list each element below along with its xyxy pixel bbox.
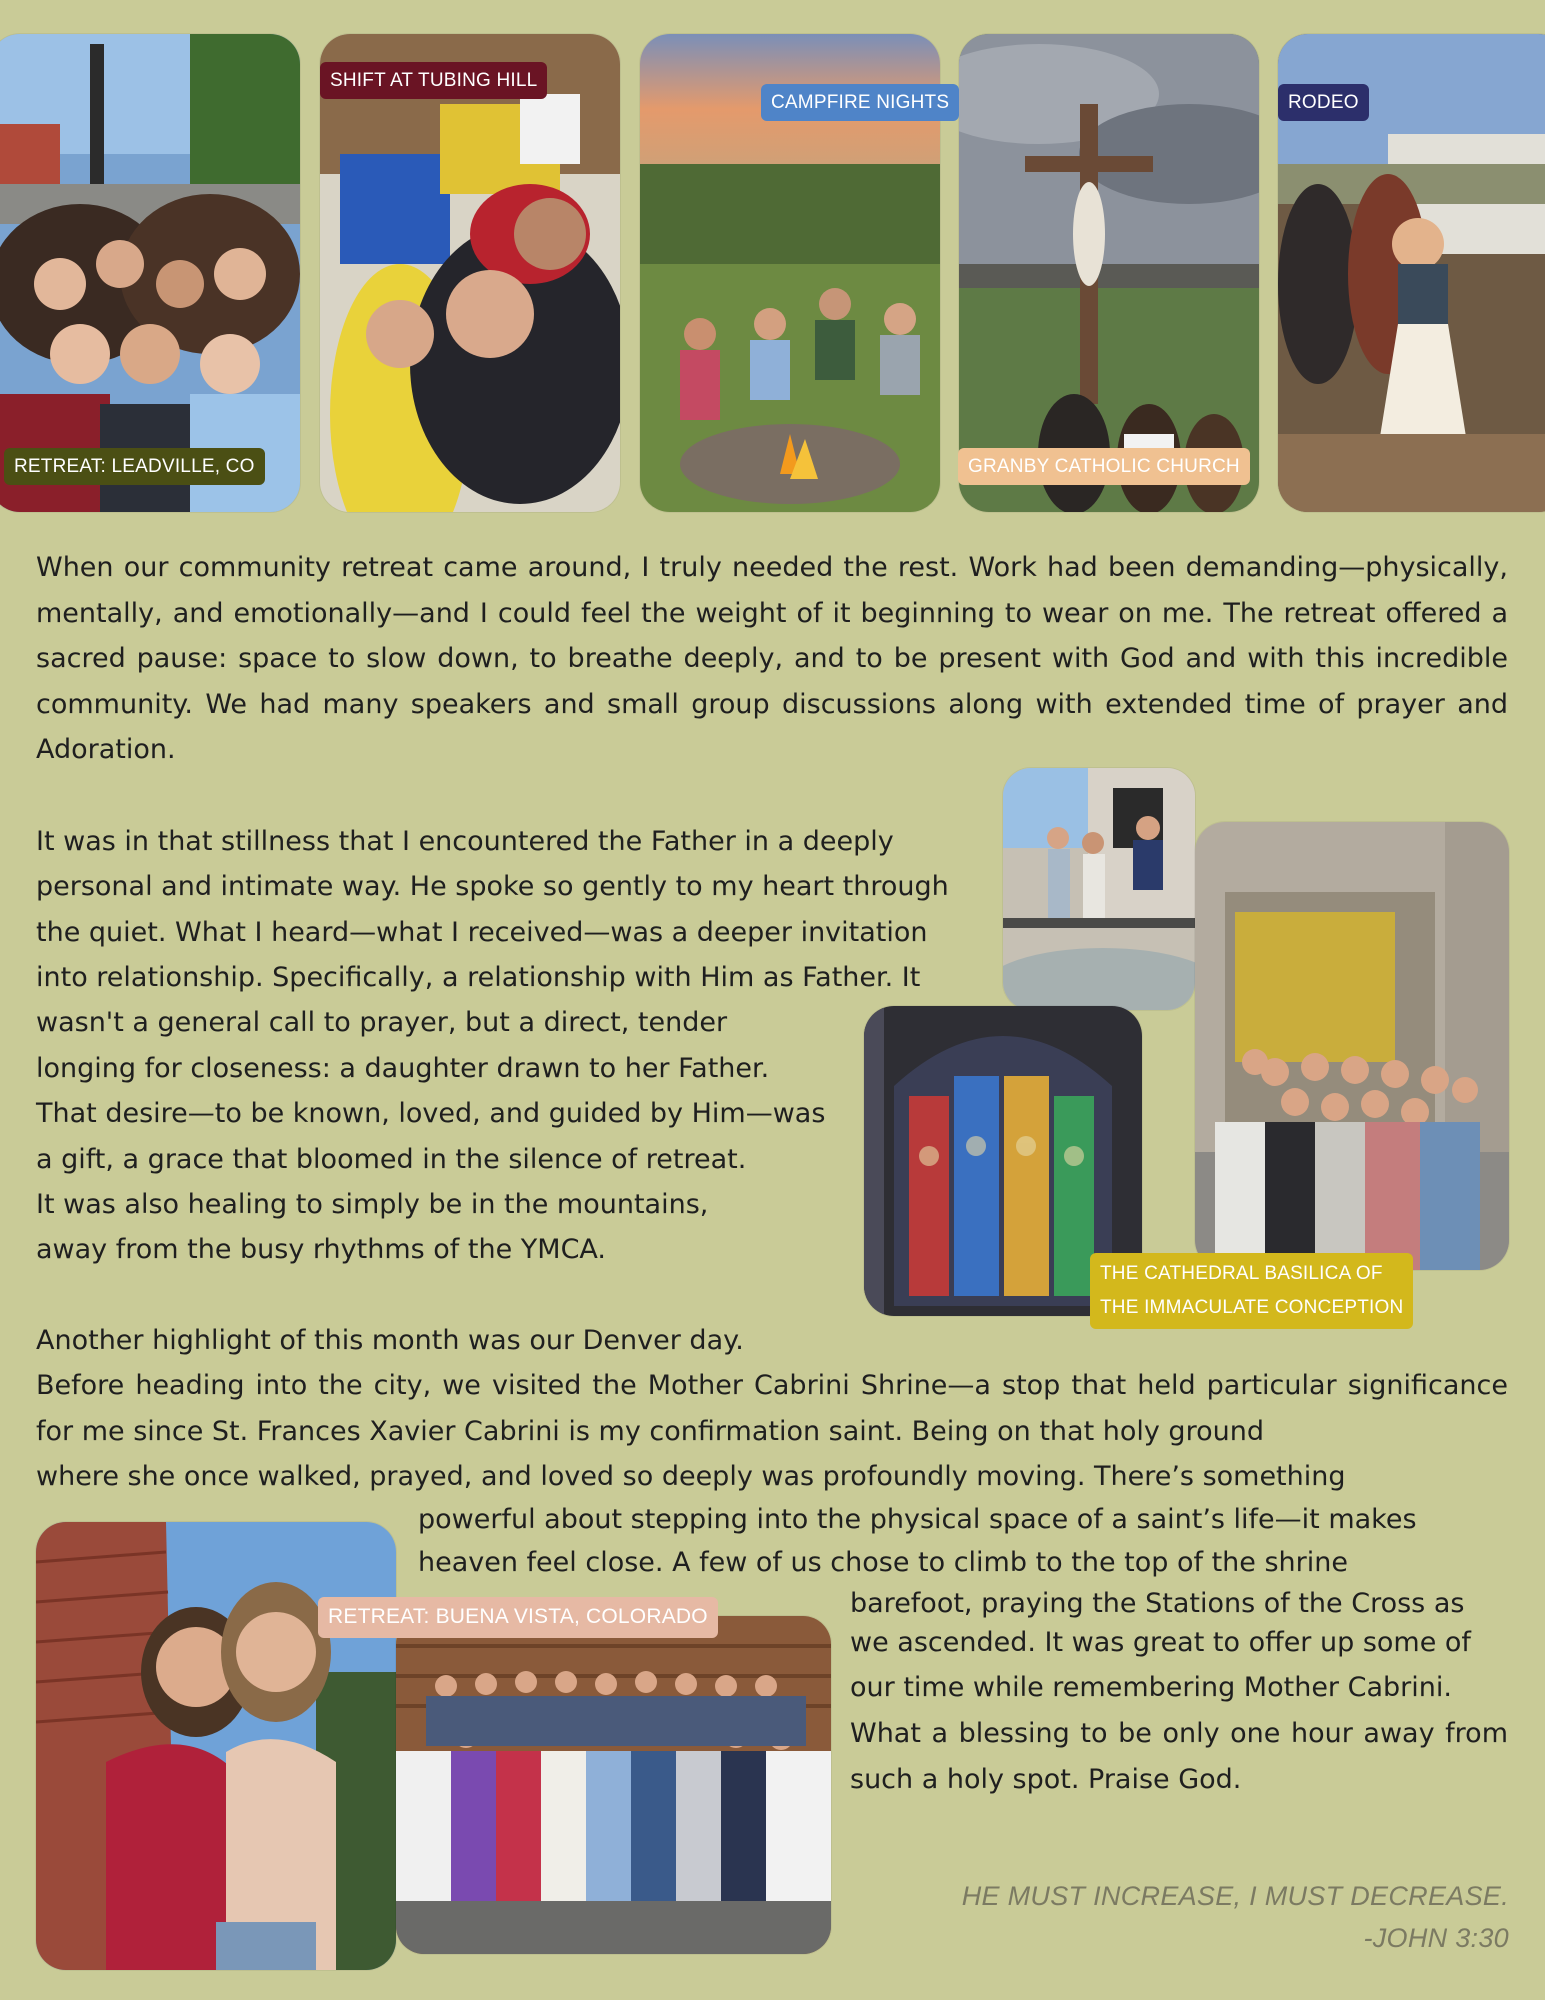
- paragraph-retreat: When our community retreat came around, I truly needed the rest. Work had been demanding—physically, mentally, and emotionally—and I could feel the weight of it beginning to wear on me. The retreat offered a sacred pause: space to slow down, to breathe deeply, and to be present with God and with this incredible community. We had many speakers and small group discussions along with extended time of prayer and Adoration.: [36, 552, 1508, 765]
- caption-line: THE CATHEDRAL BASILICA OF: [1100, 1263, 1383, 1284]
- caption-campfire: CAMPFIRE NIGHTS: [761, 84, 959, 121]
- paragraph-line: powerful about stepping into the physical space of a saint’s life—it makes: [418, 1504, 1417, 1535]
- photo-cabrini-shrine-group: [1003, 768, 1195, 1010]
- paragraph-denver-intro: Another highlight of this month was our Denver day.: [36, 1325, 744, 1356]
- paragraph-line: It was also healing to simply be in the mountains,: [36, 1189, 709, 1220]
- caption-leadville: RETREAT: LEADVILLE, CO: [4, 448, 265, 485]
- caption-line: THE IMMACULATE CONCEPTION: [1100, 1297, 1404, 1318]
- paragraph-blessing: What a blessing to be only one hour away from such a holy spot. Praise God.: [850, 1718, 1508, 1795]
- caption-granby-church: GRANBY CATHOLIC CHURCH: [958, 448, 1250, 485]
- caption-buena-vista: RETREAT: BUENA VISTA, COLORADO: [318, 1597, 718, 1638]
- caption-rodeo: RODEO: [1278, 84, 1369, 121]
- caption-tubing-hill: SHIFT AT TUBING HILL: [320, 62, 547, 99]
- paragraph-line: into relationship. Specifically, a relationship with Him as Father. It: [36, 962, 921, 993]
- paragraph-line: away from the busy rhythms of the YMCA.: [36, 1234, 607, 1265]
- paragraph-cabrini-shrine: Before heading into the city, we visited the Mother Cabrini Shrine—a stop that held particular significance for me since St. Frances Xavier Cabrini is my confirmation saint. Being on that holy ground: [36, 1370, 1508, 1447]
- photo-two-friends: [36, 1522, 396, 1970]
- paragraph-line: our time while remembering Mother Cabrini.: [850, 1672, 1452, 1703]
- bible-quote: HE MUST INCREASE, I MUST DECREASE.: [961, 1881, 1509, 1911]
- paragraph-line: a gift, a grace that bloomed in the silence of retreat.: [36, 1144, 747, 1175]
- paragraph-line: we ascended. It was great to offer up some of: [850, 1627, 1471, 1658]
- photo-leadville-retreat: [0, 34, 300, 512]
- paragraph-line: wasn't a general call to prayer, but a direct, tender: [36, 1007, 728, 1038]
- photo-tubing-hill-shift: [320, 34, 620, 512]
- paragraph-line: the quiet. What I heard—what I received—was a deeper invitation: [36, 917, 928, 948]
- paragraph-line: where she once walked, prayed, and loved so deeply was profoundly moving. There’s something: [36, 1461, 1346, 1492]
- paragraph-line: It was in that stillness that I encountered the Father in a deeply: [36, 826, 894, 857]
- paragraph-line: personal and intimate way. He spoke so gently to my heart through: [36, 871, 949, 902]
- paragraph-line: barefoot, praying the Stations of the Cross as: [850, 1588, 1465, 1619]
- bible-quote-reference: -JOHN 3:30: [1363, 1923, 1509, 1953]
- photo-buena-vista-group: [396, 1616, 831, 1954]
- paragraph-line: That desire—to be known, loved, and guided by Him—was: [36, 1098, 826, 1129]
- photo-cathedral-group: [1195, 822, 1509, 1270]
- photo-granby-church: [959, 34, 1259, 512]
- paragraph-line: heaven feel close. A few of us chose to climb to the top of the shrine: [418, 1547, 1348, 1578]
- paragraph-line: longing for closeness: a daughter drawn to her Father.: [36, 1053, 770, 1084]
- caption-cathedral-basilica: [1090, 1253, 1413, 1329]
